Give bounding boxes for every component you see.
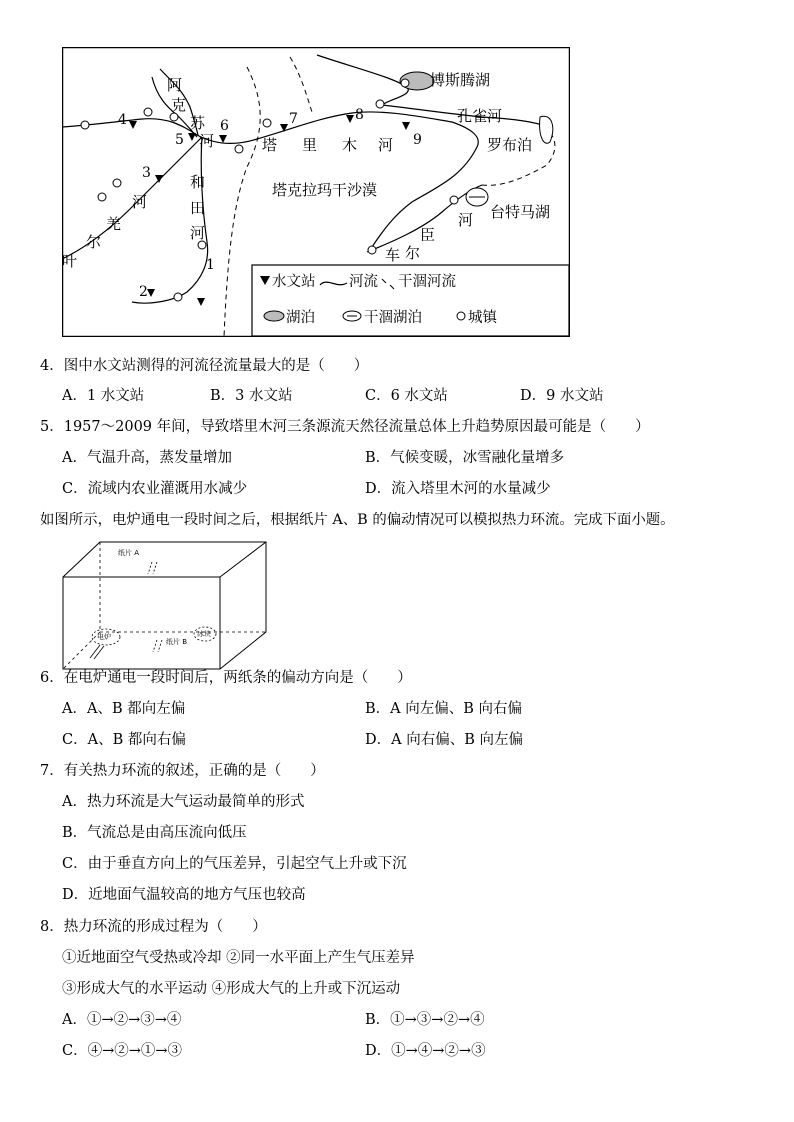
ice-label: 冰块 xyxy=(197,630,211,638)
legend-town-icon xyxy=(457,312,465,320)
aksu-label-he: 河 xyxy=(199,132,215,150)
station-label: 6 xyxy=(220,118,229,134)
station-label: 8 xyxy=(355,107,364,123)
legend-town-label: 城镇 xyxy=(468,310,497,326)
q5-option-d[interactable]: D．流入塔里木河的水量减少 xyxy=(365,481,551,497)
map-legend xyxy=(252,265,569,336)
town xyxy=(376,100,384,108)
town xyxy=(113,179,121,187)
aksu-label-ke: 克 xyxy=(171,96,187,114)
q6-option-b[interactable]: B．A 向左偏、B 向右偏 xyxy=(365,701,522,717)
station-label: 4 xyxy=(118,112,127,128)
q4-option-a[interactable]: A．1 水文站 xyxy=(62,388,145,404)
paper-a-label: 纸片 A xyxy=(118,549,140,557)
paper-a-strip xyxy=(153,562,157,574)
tarim-river-map xyxy=(62,47,570,337)
tarim-label-ta: 塔 xyxy=(262,136,278,154)
q8-statement-2: ③形成大气的水平运动 ④形成大气的上升或下沉运动 xyxy=(62,981,401,997)
town xyxy=(450,196,458,204)
town xyxy=(174,293,182,301)
aksu-label-a: 阿 xyxy=(167,76,183,94)
q6-stem: 6．在电炉通电一段时间后，两纸条的偏动方向是（ ） xyxy=(40,670,412,686)
cherchen-label-che: 车 xyxy=(385,246,401,264)
q7-option-a[interactable]: A．热力环流是大气运动最简单的形式 xyxy=(62,794,305,810)
box-front-face xyxy=(63,577,220,669)
taitema-lake-label: 台特马湖 xyxy=(490,203,551,221)
station-label: 5 xyxy=(175,132,184,148)
q5-option-b[interactable]: B．气候变暖，冰雪融化量增多 xyxy=(365,450,565,466)
tarim-label-li: 里 xyxy=(302,136,318,154)
box-edge xyxy=(220,542,266,577)
q4-stem: 4．图中水文站测得的河流径流量最大的是（ ） xyxy=(40,358,369,374)
cherchen-label-chen: 臣 xyxy=(420,226,436,244)
tarim-label-he: 河 xyxy=(378,136,394,154)
paper-b-label: 纸片 B xyxy=(166,638,188,646)
cherchen-label-he: 河 xyxy=(458,211,474,229)
q7-stem: 7．有关热力环流的叙述，正确的是（ ） xyxy=(40,763,325,779)
legend-station-label: 水文站 xyxy=(272,274,316,290)
q6-option-c[interactable]: C．A、B 都向右偏 xyxy=(62,732,186,748)
station-label: 9 xyxy=(413,132,422,148)
stove-label: 电炉 xyxy=(97,633,111,641)
q4-option-d[interactable]: D．9 水文站 xyxy=(520,388,604,404)
legend-lake-icon xyxy=(264,311,284,321)
box-hidden-edge xyxy=(63,632,100,669)
yarkand-label-qiang: 羌 xyxy=(106,215,122,233)
hotan-label-tian: 田 xyxy=(190,199,206,217)
town xyxy=(81,121,89,129)
q8-stem: 8．热力环流的形成过程为（ ） xyxy=(40,919,267,935)
box-back-edges xyxy=(63,542,266,669)
q6-option-a[interactable]: A．A、B 都向左偏 xyxy=(62,701,186,717)
tarim-label-mu: 木 xyxy=(342,136,358,154)
q4-option-b[interactable]: B．3 水文站 xyxy=(210,388,293,404)
town xyxy=(198,241,206,249)
town xyxy=(401,79,409,87)
passage-intro: 如图所示，电炉通电一段时间之后，根据纸片 A、B 的偏动情况可以模拟热力环流。完成下面小题。 xyxy=(40,512,675,528)
stove-cord xyxy=(90,645,104,659)
town xyxy=(368,246,376,254)
station-label: 7 xyxy=(289,111,298,127)
town xyxy=(98,193,106,201)
paper-b-strip xyxy=(158,640,162,652)
q6-option-d[interactable]: D．A 向右偏、B 向左偏 xyxy=(365,732,523,748)
thermal-circulation-box xyxy=(62,540,268,670)
legend-dry-lake-label: 干涸湖泊 xyxy=(364,310,422,326)
paper-a-strip xyxy=(148,562,152,574)
yarkand-label-he: 河 xyxy=(132,193,148,211)
legend-lake-label: 湖泊 xyxy=(286,310,315,326)
desert-label: 塔克拉玛干沙漠 xyxy=(272,181,378,199)
q8-option-c[interactable]: C．④→②→①→③ xyxy=(62,1043,183,1059)
yarkand-label-er: 尔 xyxy=(86,233,102,251)
yarkand-label-ye: 叶 xyxy=(62,252,78,270)
legend-river-label: 河流 xyxy=(349,274,378,290)
town xyxy=(144,108,152,116)
station-label: 3 xyxy=(142,165,151,181)
kongque-river-label: 孔雀河 xyxy=(457,107,503,125)
q7-option-d[interactable]: D．近地面气温较高的地方气压也较高 xyxy=(62,887,306,903)
cherchen-label-er: 尔 xyxy=(405,244,421,262)
q7-option-c[interactable]: C．由于垂直方向上的气压差异，引起空气上升或下沉 xyxy=(62,856,407,872)
boston-lake-label: 博斯腾湖 xyxy=(430,71,491,89)
town xyxy=(263,119,271,127)
q7-option-b[interactable]: B．气流总是由高压流向低压 xyxy=(62,825,247,841)
q5-option-c[interactable]: C．流域内农业灌溉用水减少 xyxy=(62,481,248,497)
hotan-label-river: 河 xyxy=(190,224,206,242)
station-label: 2 xyxy=(139,284,148,300)
town xyxy=(170,113,178,121)
q8-option-a[interactable]: A．①→②→③→④ xyxy=(62,1012,182,1028)
q8-option-b[interactable]: B．①→③→②→④ xyxy=(365,1012,485,1028)
hotan-label-he: 和 xyxy=(190,173,206,191)
paper-b-strip xyxy=(153,640,157,652)
lop-nur-label: 罗布泊 xyxy=(487,136,533,154)
q8-statement-1: ①近地面空气受热或冷却 ②同一水平面上产生气压差异 xyxy=(62,950,415,966)
q5-option-a[interactable]: A．气温升高，蒸发量增加 xyxy=(62,450,232,466)
town xyxy=(235,145,243,153)
legend-dry-river-label: 干涸河流 xyxy=(398,274,456,290)
aksu-label-su: 苏 xyxy=(190,114,206,132)
station-label: 1 xyxy=(206,257,215,273)
q8-option-d[interactable]: D．①→④→②→③ xyxy=(365,1043,486,1059)
q4-option-c[interactable]: C．6 水文站 xyxy=(365,388,448,404)
q5-stem: 5．1957～2009 年间，导致塔里木河三条源流天然径流量总体上升趋势原因最可能是（ ） xyxy=(40,419,650,435)
